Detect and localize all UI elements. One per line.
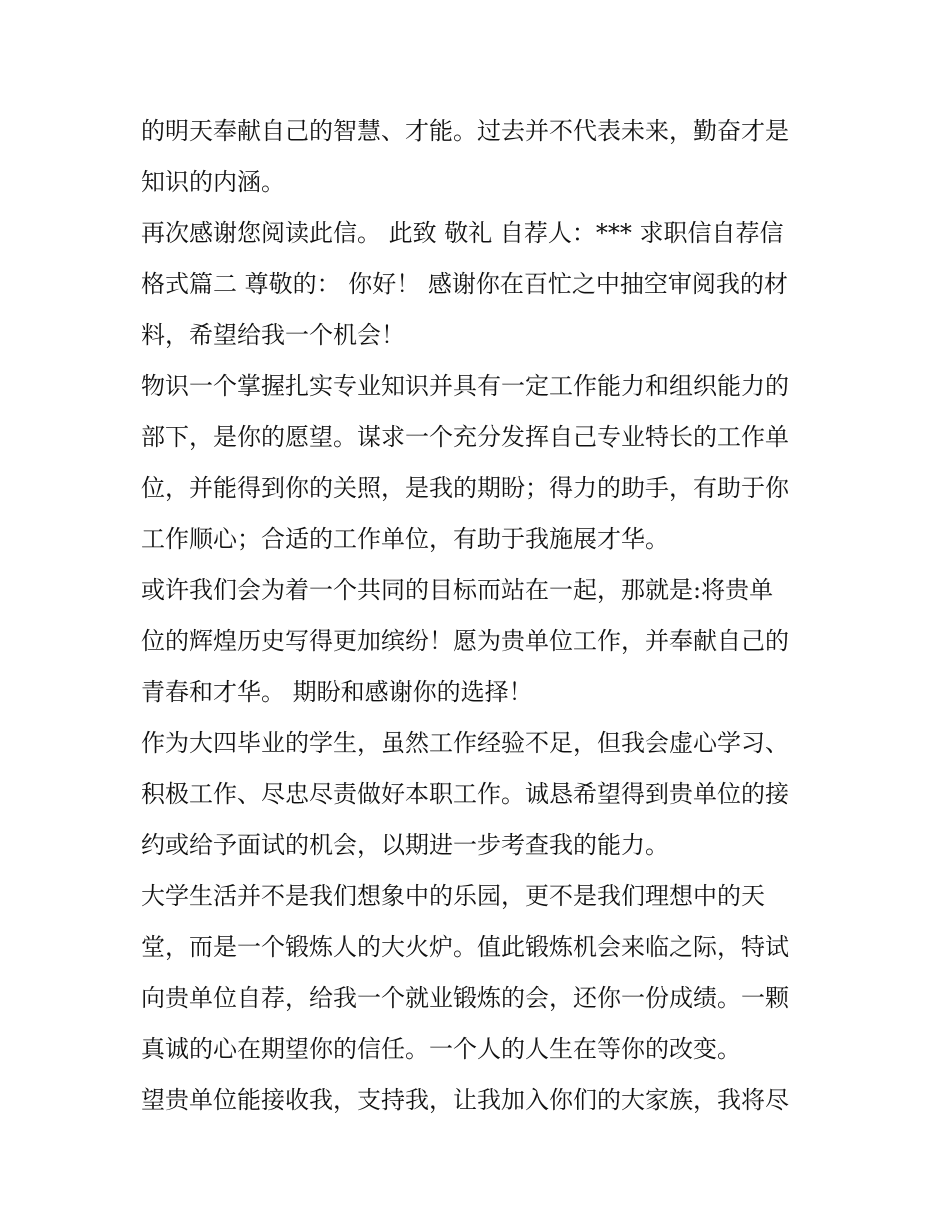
text-line: 再次感谢您阅读此信。 此致 敬礼 自荐人：*** 求职信自荐信: [141, 219, 784, 247]
text-line: 约或给予面试的机会，以期进一步考查我的能力。: [141, 831, 669, 859]
text-line: 堂，而是一个锻炼人的大火炉。值此锻炼机会来临之际，特试: [141, 933, 789, 961]
text-line: 位，并能得到你的关照，是我的期盼；得力的助手，有助于你: [141, 474, 789, 502]
text-line: 真诚的心在期望你的信任。一个人的人生在等你的改变。: [141, 1035, 741, 1063]
text-line: 物识一个掌握扎实专业知识并具有一定工作能力和组织能力的: [141, 372, 789, 400]
text-line: 望贵单位能接收我，支持我，让我加入你们的大家族，我将尽: [141, 1086, 789, 1114]
text-line: 的明天奉献自己的智慧、才能。过去并不代表未来，勤奋才是: [141, 117, 789, 145]
text-line: 向贵单位自荐，给我一个就业锻炼的会，还你一份成绩。一颗: [141, 984, 789, 1012]
text-line: 位的辉煌历史写得更加缤纷！愿为贵单位工作，并奉献自己的: [141, 627, 789, 655]
text-line: 大学生活并不是我们想象中的乐园，更不是我们理想中的天: [141, 882, 765, 910]
text-line: 料，希望给我一个机会！: [141, 321, 405, 349]
text-line: 作为大四毕业的学生，虽然工作经验不足，但我会虚心学习、: [141, 729, 789, 757]
text-line: 青春和才华。 期盼和感谢你的选择！: [141, 678, 533, 706]
text-line: 或许我们会为着一个共同的目标而站在一起，那就是:将贵单: [141, 576, 774, 604]
body-text: [141, 106, 821, 1126]
text-line: 部下，是你的愿望。谋求一个充分发挥自己专业特长的工作单: [141, 423, 789, 451]
text-line: 工作顺心；合适的工作单位，有助于我施展才华。: [141, 525, 669, 553]
text-line: 知识的内涵。: [141, 168, 285, 196]
text-line: 格式篇二 尊敬的： 你好！ 感谢你在百忙之中抽空审阅我的材: [141, 270, 788, 298]
text-line: 积极工作、尽忠尽责做好本职工作。诚恳希望得到贵单位的接: [141, 780, 789, 808]
